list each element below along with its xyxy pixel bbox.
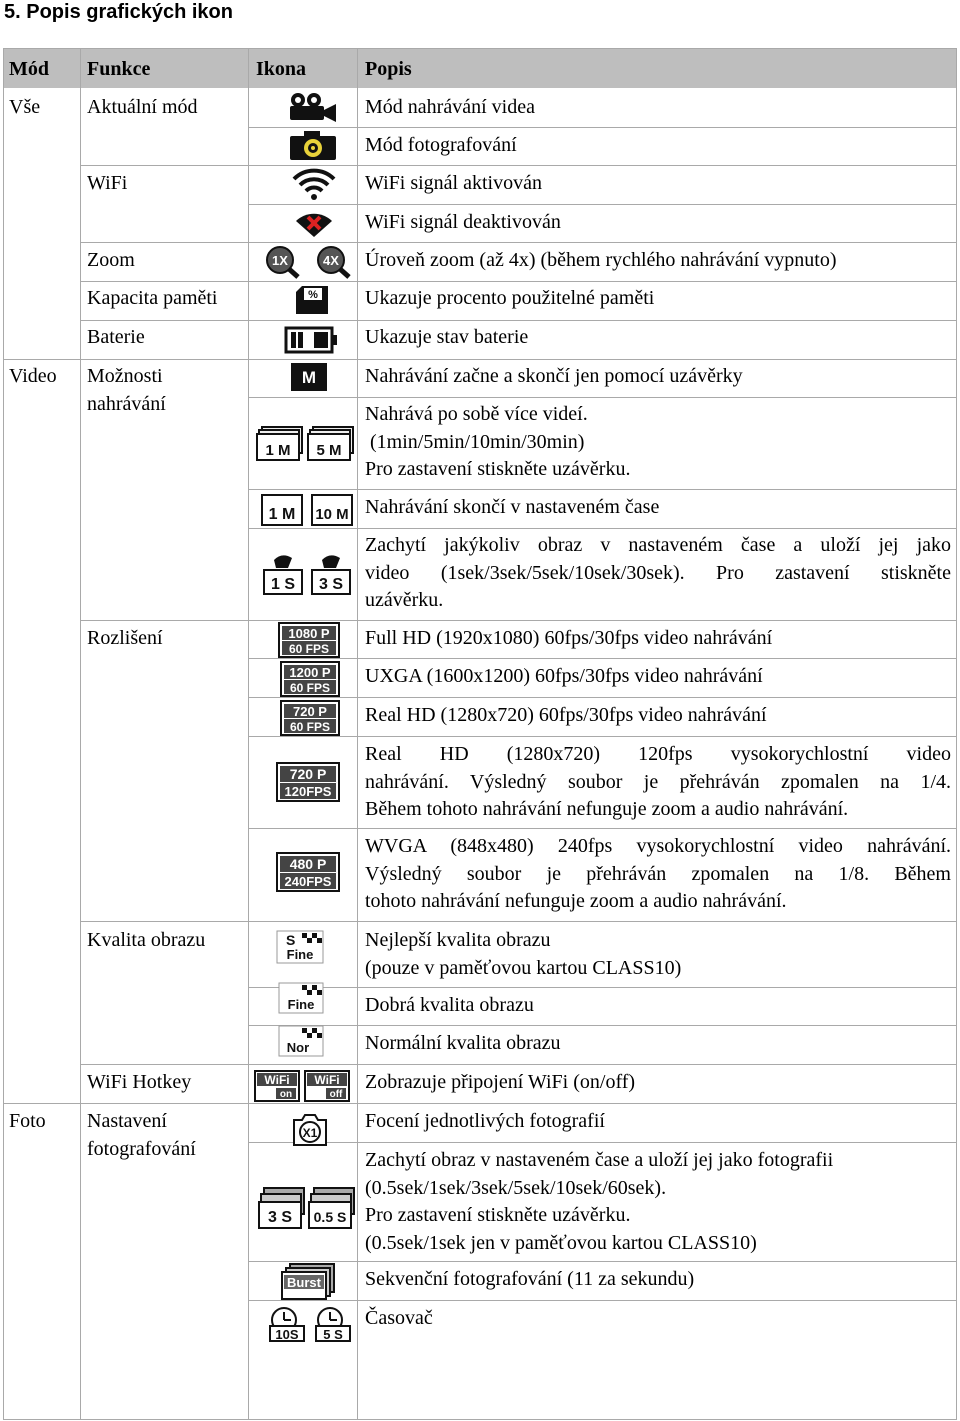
row-divider <box>80 165 248 166</box>
header-icon: Ikona <box>256 58 307 80</box>
wifi-on-icon <box>292 167 336 201</box>
wifi-hotkey-off-label: WiFi <box>314 1073 340 1087</box>
function-battery: Baterie <box>87 326 145 348</box>
row-divider <box>248 165 956 166</box>
row-divider <box>248 1261 956 1262</box>
row-divider <box>248 359 956 360</box>
resolution-480p-label: 480 P <box>289 856 327 872</box>
desc-res-480-line: tohoto nahrávání nefunguje zoom a audio nahrávání. <box>365 890 787 912</box>
burst-label: Burst <box>287 1275 321 1290</box>
zoom-4x-label: 4X <box>323 253 339 268</box>
timer-5s-label: 5 S <box>323 1327 343 1342</box>
fps-60-label: 60 FPS <box>288 642 330 656</box>
wifi-hotkey-off-sub: off <box>329 1089 343 1100</box>
row-divider <box>248 489 956 490</box>
desc-battery: Ukazuje stav baterie <box>365 326 529 348</box>
mode-all: Vše <box>9 96 41 118</box>
quality-superfine-icon <box>276 930 324 964</box>
row-divider <box>248 528 956 529</box>
row-divider <box>248 921 956 922</box>
row-divider <box>248 987 956 988</box>
burst-icon <box>280 1263 338 1301</box>
desc-res-1080: Full HD (1920x1080) 60fps/30fps video nahrávání <box>365 627 773 649</box>
row-divider <box>248 397 956 398</box>
wifi-hotkey-on-icon <box>254 1070 300 1102</box>
desc-lapse <box>365 532 951 615</box>
resolution-480p-240fps-icon <box>276 852 340 892</box>
row-divider <box>80 359 248 360</box>
loop-1m-label: 1 M <box>265 442 291 459</box>
header-description: Popis <box>365 58 412 80</box>
manual-record-label: M <box>301 368 317 387</box>
photo-lapse-3s-icon <box>258 1186 306 1230</box>
resolution-720p-120-label: 720 P <box>289 766 327 782</box>
desc-plapse-line: (0.5sek/1sek/3sek/5sek/10sek/60sek). <box>365 1176 667 1199</box>
table-border <box>956 48 957 1420</box>
desc-lapse-line: Zachytí jakýkoliv obraz v nastaveném čase a uloží jej jako <box>365 534 951 556</box>
desc-res-480-line: Výsledný soubor je přehráván zpomalen na 1/8. Během <box>365 862 951 885</box>
row-divider <box>3 359 80 360</box>
row-divider <box>248 1025 956 1026</box>
zoom-1x-icon <box>265 245 301 279</box>
timed-10m-label: 10 M <box>315 506 349 523</box>
table-border <box>3 1419 957 1420</box>
desc-res-720: Real HD (1280x720) 60fps/30fps video nahrávání <box>365 704 767 726</box>
wifi-off-icon <box>292 207 336 239</box>
desc-loop <box>365 401 630 484</box>
desc-res-720-120-line: Real HD (1280x720) 120fps vysokorychlostní video <box>365 743 951 765</box>
table-border <box>3 48 4 1420</box>
fps-120-label: 120FPS <box>284 784 332 799</box>
desc-res-720-120 <box>365 741 951 824</box>
photo-lapse-05s-icon <box>308 1186 356 1230</box>
desc-res-1200: UXGA (1600x1200) 60fps/30fps video nahrávání <box>365 665 763 687</box>
resolution-720p-icon <box>280 700 340 736</box>
row-divider <box>248 1142 956 1143</box>
timelapse-1s-label: 1 S <box>270 576 296 593</box>
desc-q-good: Dobrá kvalita obrazu <box>365 994 534 1016</box>
function-memory: Kapacita paměti <box>87 287 218 309</box>
photo-lapse-3s-label: 3 S <box>267 1209 293 1226</box>
desc-q-best-line: (pouze v paměťovou kartou CLASS10) <box>365 956 682 979</box>
desc-loop-line: Pro zastavení stiskněte uzávěrku. <box>365 458 631 480</box>
function-rec-options: Možnosti nahrávání <box>87 365 166 415</box>
timelapse-3s-icon <box>310 550 354 596</box>
loop-5m-label: 5 M <box>316 442 342 459</box>
desc-memory: Ukazuje procento použitelné paměti <box>365 287 655 309</box>
row-divider <box>248 828 956 829</box>
desc-plapse-line: Zachytí obraz v nastaveném čase a uloží jej jako fotografii <box>365 1149 834 1171</box>
resolution-1200p-label: 1200 P <box>289 665 331 680</box>
quality-normal-icon <box>278 1025 324 1057</box>
loop-5m-icon <box>307 425 355 461</box>
table-border <box>3 48 957 49</box>
desc-lapse-line: uzávěrku. <box>365 589 444 611</box>
row-divider <box>80 1064 248 1065</box>
desc-res-480-line: WVGA (848x480) 240fps vysokorychlostní video nahrávání. <box>365 835 951 857</box>
memory-percent-label: % <box>308 289 318 301</box>
row-divider <box>248 204 956 205</box>
quality-superfine-label: Fine <box>286 947 314 962</box>
desc-plapse-line: (0.5sek/1sek jen v paměťovou kartou CLASS10) <box>365 1231 757 1254</box>
row-divider <box>80 320 248 321</box>
single-photo-label: X1 <box>302 1126 318 1140</box>
resolution-1080p-label: 1080 P <box>288 626 330 641</box>
row-divider <box>80 620 248 621</box>
timed-1m-label: 1 M <box>268 506 296 523</box>
manual-record-icon <box>290 362 328 392</box>
function-current-mode: Aktuální mód <box>87 96 198 118</box>
video-camera-icon <box>286 91 338 123</box>
desc-q-normal: Normální kvalita obrazu <box>365 1032 561 1054</box>
wifi-hotkey-on-sub: on <box>279 1089 293 1100</box>
single-photo-icon <box>290 1112 330 1148</box>
column-divider <box>248 48 249 1420</box>
battery-icon <box>284 326 338 354</box>
memory-card-icon <box>294 284 330 316</box>
timed-1m-icon <box>260 493 304 527</box>
desc-timed: Nahrávání skončí v nastaveném čase <box>365 496 660 518</box>
row-divider <box>248 697 956 698</box>
function-wifi: WiFi <box>87 172 128 194</box>
desc-wifi-hotkey: Zobrazuje připojení WiFi (on/off) <box>365 1071 636 1093</box>
desc-manual: Nahrávání začne a skončí jen pomocí uzávěrky <box>365 365 743 387</box>
mode-video: Video <box>9 365 57 387</box>
column-divider <box>80 48 81 1420</box>
section-heading: 5. Popis grafických ikon <box>4 1 233 23</box>
quality-fine-icon <box>278 982 324 1014</box>
fps-60-label: 60 FPS <box>289 681 331 695</box>
fps-240-label: 240FPS <box>284 874 332 889</box>
timer-10s-icon <box>264 1306 306 1342</box>
desc-single: Focení jednotlivých fotografií <box>365 1110 605 1132</box>
desc-timer: Časovač <box>365 1307 433 1329</box>
row-divider <box>248 242 956 243</box>
function-wifi-hotkey: WiFi Hotkey <box>87 1071 192 1093</box>
row-divider <box>248 1064 956 1065</box>
desc-res-720-120-line: Během tohoto nahrávání nefunguje zoom a audio nahrávání. <box>365 798 849 820</box>
row-divider <box>248 127 956 128</box>
desc-lapse-line: video (1sek/3sek/5sek/10sek/30sek). Pro zastavení stiskněte <box>365 561 951 584</box>
function-resolution: Rozlišení <box>87 627 163 649</box>
timelapse-1s-icon <box>262 550 306 596</box>
resolution-1080p-icon <box>278 622 340 658</box>
row-divider <box>3 1103 80 1104</box>
row-divider <box>248 620 956 621</box>
row-divider <box>80 242 248 243</box>
zoom-1x-label: 1X <box>272 253 288 268</box>
header-function: Funkce <box>87 58 151 80</box>
fps-60-label: 60 FPS <box>289 720 331 734</box>
wifi-hotkey-off-icon <box>304 1070 350 1102</box>
row-divider <box>248 281 956 282</box>
timed-10m-icon <box>310 493 354 527</box>
function-zoom: Zoom <box>87 249 135 271</box>
resolution-720p-label: 720 P <box>293 704 327 719</box>
zoom-4x-icon <box>316 245 352 279</box>
desc-q-best-line: Nejlepší kvalita obrazu <box>365 929 551 951</box>
row-divider <box>80 921 248 922</box>
desc-plapse <box>365 1147 833 1257</box>
desc-loop-line: Nahrává po sobě více videí. <box>365 403 588 425</box>
quality-fine-label: Fine <box>287 997 315 1012</box>
desc-q-best <box>365 927 681 982</box>
quality-normal-label: Nor <box>286 1040 310 1055</box>
desc-zoom: Úroveň zoom (až 4x) (během rychlého nahrávání vypnuto) <box>365 249 837 271</box>
desc-video-mode: Mód nahrávání videa <box>365 96 535 118</box>
mode-photo: Foto <box>9 1110 46 1132</box>
row-divider <box>248 1103 956 1104</box>
resolution-720p-120fps-icon <box>276 762 340 802</box>
row-divider <box>80 281 248 282</box>
resolution-1200p-icon <box>280 661 340 697</box>
svg-text:S: S <box>286 932 296 948</box>
desc-res-720-120-line: nahrávání. Výsledný soubor je přehráván zpomalen na 1/4. <box>365 770 951 793</box>
desc-plapse-line: Pro zastavení stiskněte uzávěrku. <box>365 1204 631 1226</box>
desc-burst: Sekvenční fotografování (11 za sekundu) <box>365 1268 695 1290</box>
function-quality: Kvalita obrazu <box>87 929 206 951</box>
timelapse-3s-label: 3 S <box>318 576 344 593</box>
desc-res-480 <box>365 833 951 916</box>
timer-5s-icon <box>310 1306 352 1342</box>
wifi-hotkey-on-label: WiFi <box>264 1073 290 1087</box>
desc-loop-line: (1min/5min/10min/30min) <box>365 430 585 453</box>
column-divider <box>357 48 358 1420</box>
row-divider <box>248 736 956 737</box>
row-divider <box>248 1300 956 1301</box>
desc-wifi-on: WiFi signál aktivován <box>365 172 542 194</box>
photo-lapse-05s-label: 0.5 S <box>313 1209 347 1225</box>
loop-1m-icon <box>256 425 304 461</box>
desc-wifi-off: WiFi signál deaktivován <box>365 211 561 233</box>
row-divider <box>80 1103 248 1104</box>
row-divider <box>248 320 956 321</box>
row-divider <box>248 658 956 659</box>
timer-10s-label: 10S <box>275 1327 299 1342</box>
photo-camera-icon <box>288 130 338 162</box>
header-mode: Mód <box>9 58 49 80</box>
function-photo-settings: Nastavení fotografování <box>87 1110 196 1160</box>
desc-photo-mode: Mód fotografování <box>365 134 517 156</box>
